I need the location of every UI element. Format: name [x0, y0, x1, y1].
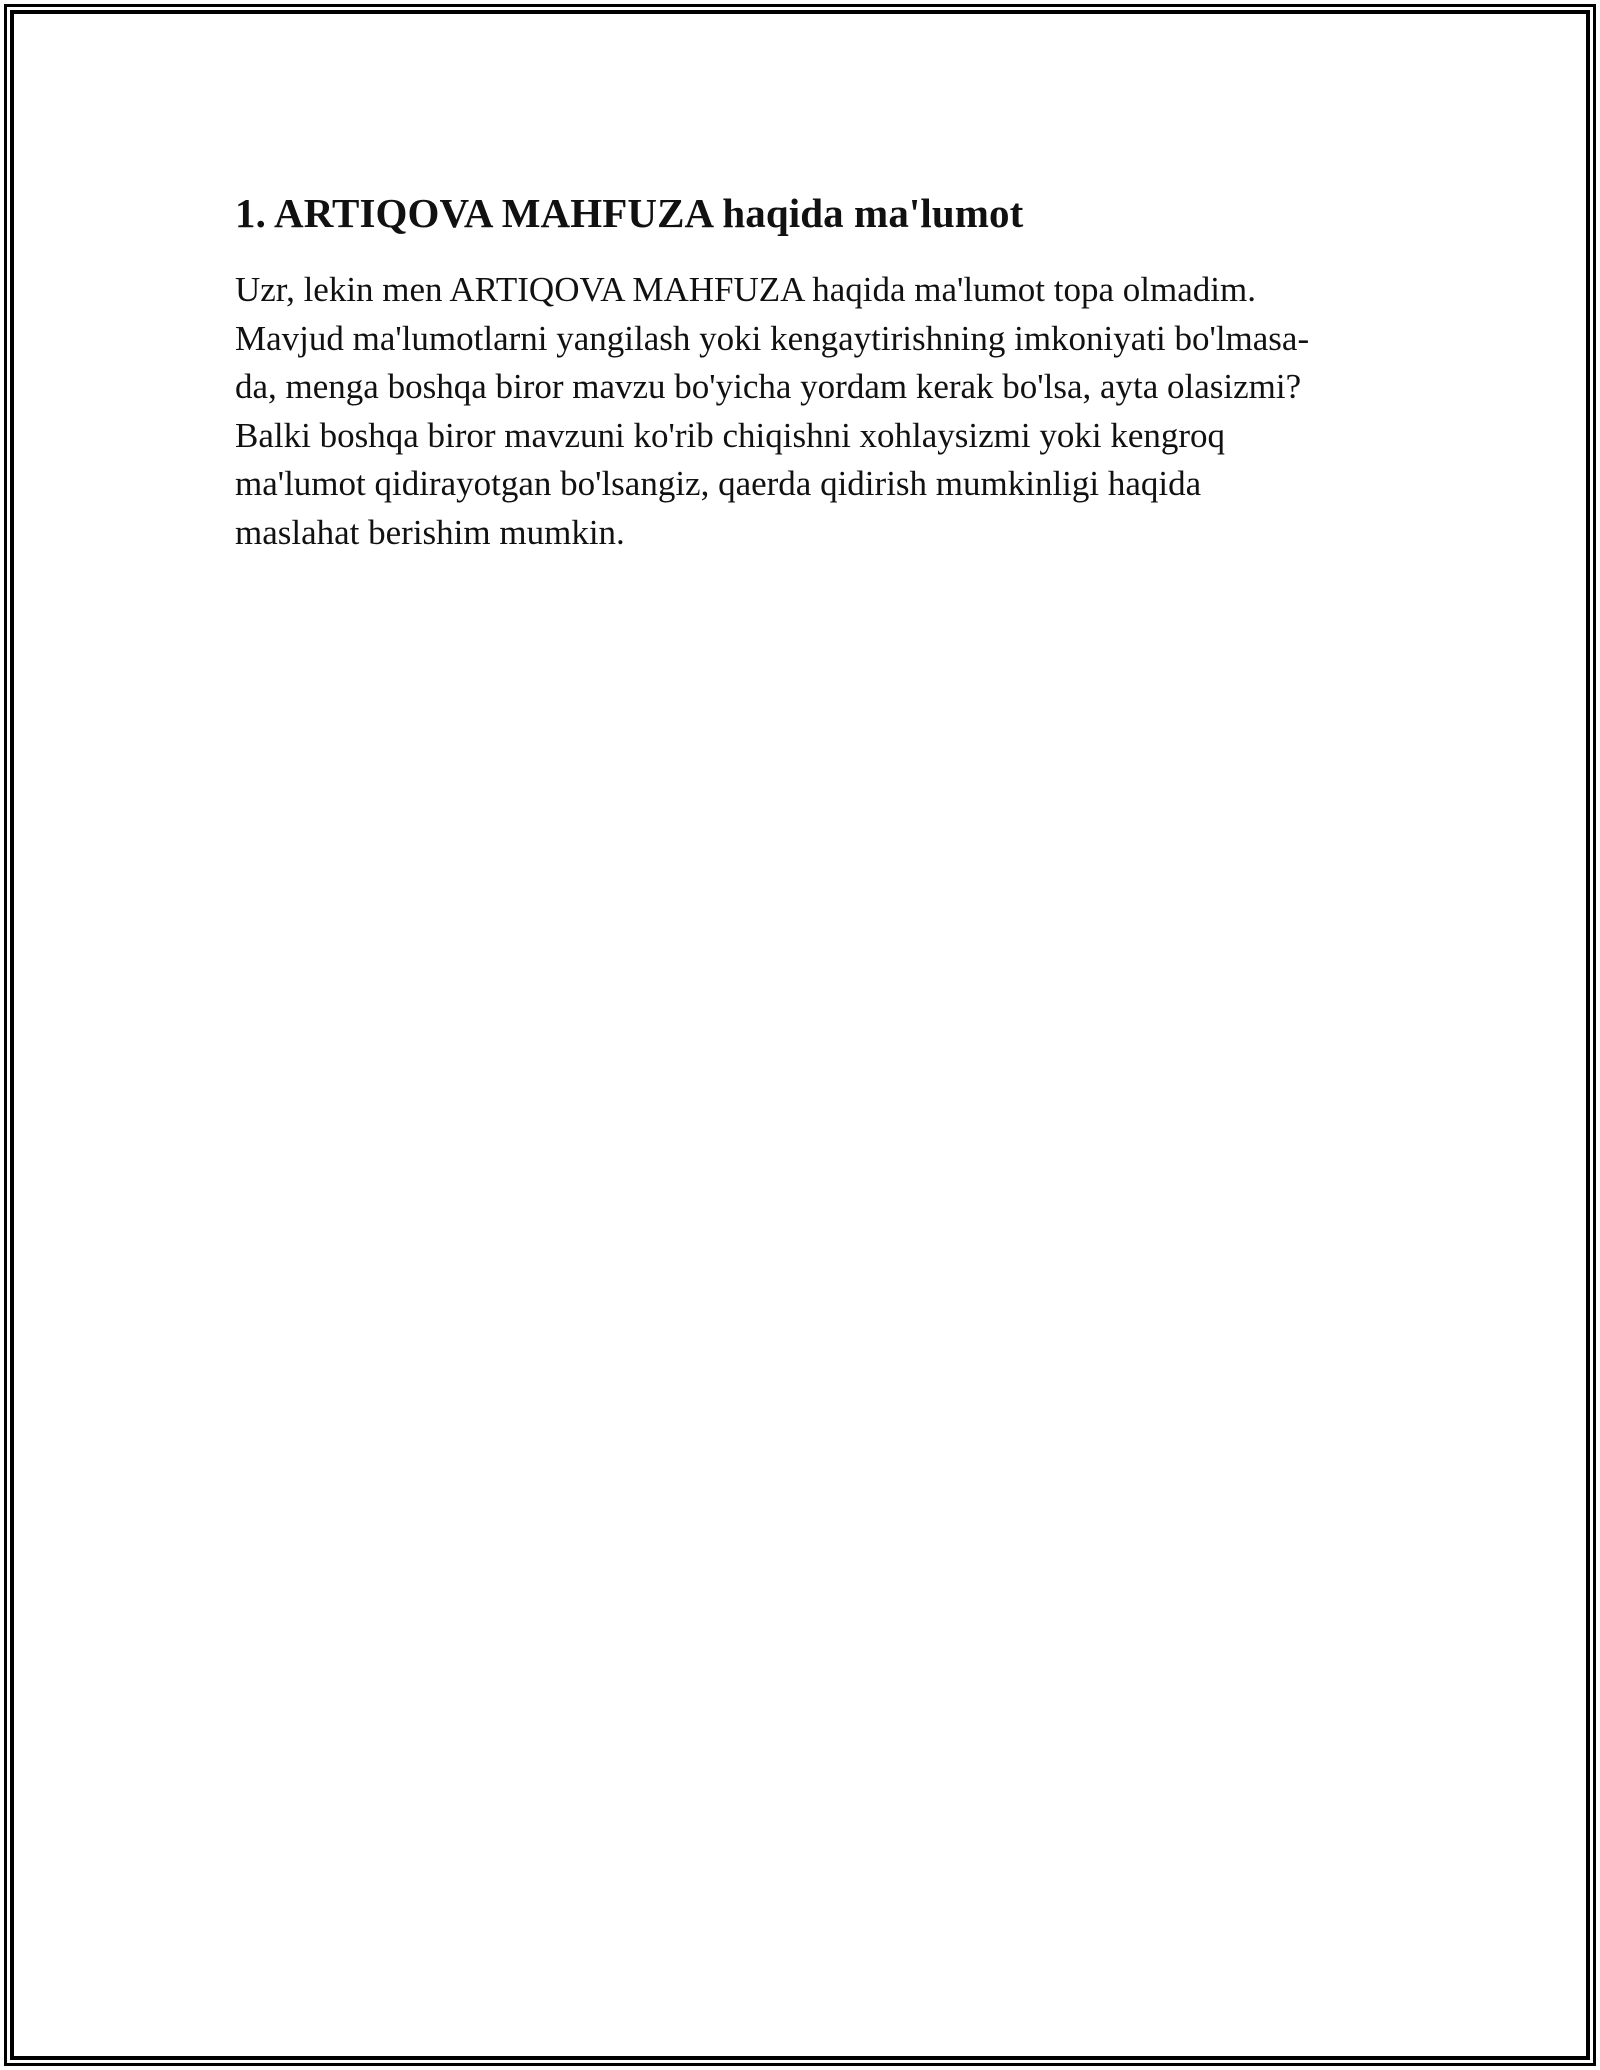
body-paragraph [235, 266, 1365, 557]
paragraph-line-3: da, menga boshqa biror mavzu bo'yicha yordam kerak bo'lsa, ayta olasizmi? [235, 367, 1302, 406]
paragraph-line-2: Mavjud ma'lumotlarni yangilash yoki kengaytirishning imkoniyati bo'lmasa- [235, 318, 1310, 358]
paragraph-line-4: Balki boshqa biror mavzuni ko'rib chiqishni xohlaysizmi yoki kengroq [235, 415, 1226, 455]
paragraph-line-5: ma'lumot qidirayotgan bo'lsangiz, qaerda qidirish mumkinligi haqida [235, 464, 1202, 503]
paragraph-line-1: Uzr, lekin men ARTIQOVA MAHFUZA haqida ma'lumot topa olmadim. [235, 270, 1256, 309]
section-heading: 1. ARTIQOVA MAHFUZA haqida ma'lumot [235, 190, 1024, 236]
document-body [235, 188, 1365, 557]
paragraph-line-6: maslahat berishim mumkin. [235, 512, 625, 552]
